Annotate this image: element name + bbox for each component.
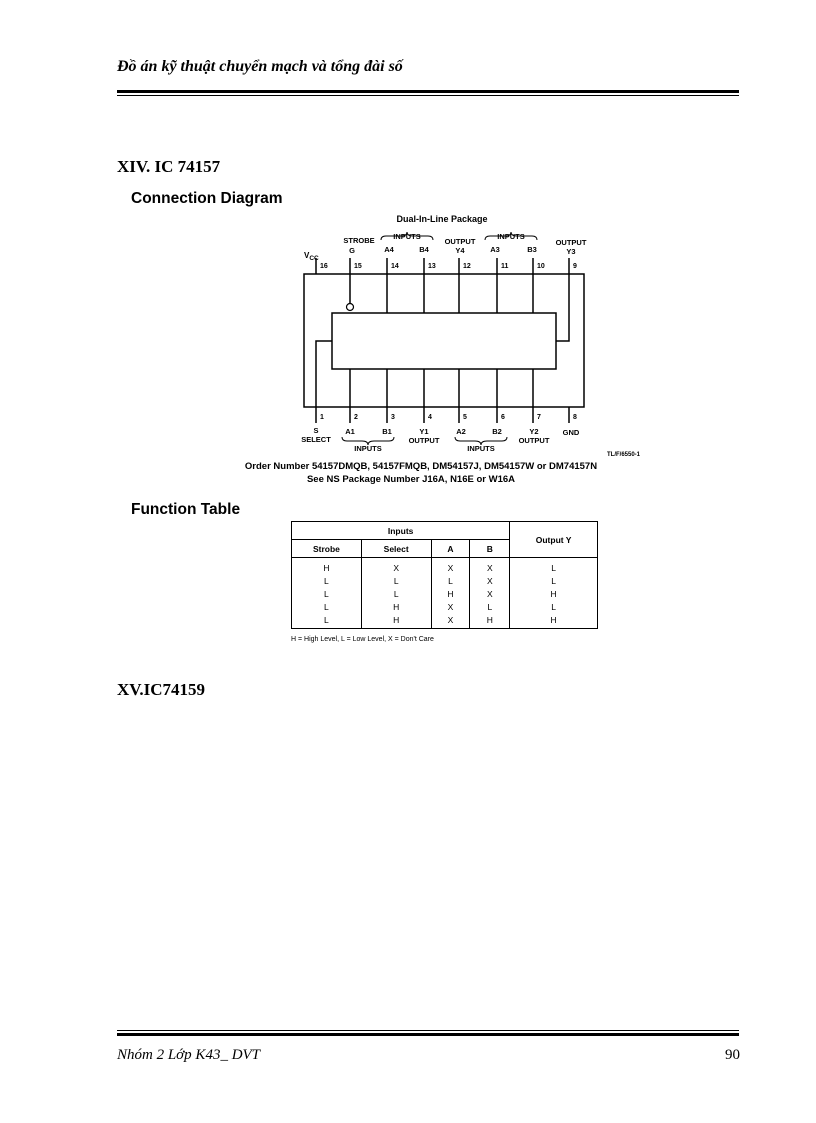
table-row: H X X X L: [292, 558, 598, 575]
pin-5-number: 5: [463, 414, 467, 421]
footer-rule: [117, 1033, 739, 1036]
pin-12-label-2: Y4: [455, 246, 465, 255]
pin-11-number: 11: [501, 263, 509, 270]
inputs-bottom-label-1: INPUTS: [354, 444, 382, 453]
package-label: Dual-In-Line Package: [396, 214, 488, 224]
column-header-a: A: [431, 540, 470, 558]
pin-16-label: $V_{CC}$: [304, 251, 319, 262]
figure-code: TL/F/6550-1: [607, 452, 641, 458]
output-header: Output Y: [510, 522, 598, 558]
footer-group-label: Nhóm 2 Lớp K43_ DVT: [117, 1047, 261, 1063]
pin-3-label: B1: [382, 427, 392, 436]
pin-9-number: 9: [573, 263, 577, 270]
pin-3-number: 3: [391, 414, 395, 421]
strobe-inversion-bubble: [347, 304, 354, 311]
pin-5-label: A2: [456, 427, 466, 436]
inputs-group-header: Inputs: [292, 522, 510, 540]
column-header-strobe: Strobe: [292, 540, 362, 558]
pin-10-number: 10: [537, 263, 545, 270]
pin-12-label-1: OUTPUT: [444, 237, 476, 246]
pin-1-number: 1: [320, 414, 324, 421]
pin-8-label: GND: [562, 428, 580, 437]
pin-14-number: 14: [391, 263, 399, 270]
pin-9-label-1: OUTPUT: [555, 238, 587, 247]
order-number-line: Order Number 54157DMQB, 54157FMQB, DM54157J, DM54157W or DM74157N: [244, 461, 598, 472]
package-number-line: See NS Package Number J16A, N16E or W16A: [306, 474, 516, 485]
pin-15-number: 15: [354, 263, 362, 270]
function-table: [291, 521, 598, 629]
connection-diagram: [0, 0, 816, 470]
pin-7-label-2: OUTPUT: [518, 436, 550, 445]
pin-6-number: 6: [501, 414, 505, 421]
pin-11-label: A3: [490, 245, 500, 254]
function-table-legend: H = High Level, L = Low Level, X = Don't Care: [291, 636, 434, 643]
pin-6-label: B2: [492, 427, 502, 436]
inputs-top-label-2: INPUTS: [497, 232, 525, 241]
pin-9-label-2: Y3: [566, 247, 576, 256]
table-row: L H X H H: [292, 613, 598, 629]
pin-15-label-2: G: [349, 246, 355, 255]
pin-1-label-1: S: [313, 426, 319, 435]
column-header-b: B: [470, 540, 510, 558]
footer-rule-thin: [117, 1030, 739, 1031]
table-row: L H X L L: [292, 600, 598, 613]
pin-2-label: A1: [345, 427, 355, 436]
pin-12-number: 12: [463, 263, 471, 270]
pin-10-label: B3: [527, 245, 537, 254]
pin-13-number: 13: [428, 263, 436, 270]
table-row: L L H X H: [292, 587, 598, 600]
table-row: L L L X L: [292, 574, 598, 587]
pin-4-label-2: OUTPUT: [408, 436, 440, 445]
package-outline: [304, 274, 584, 407]
pin-7-number: 7: [537, 414, 541, 421]
chip-body: [332, 313, 556, 369]
pin-13-label: B4: [419, 245, 429, 254]
pin-15-label-1: STROBE: [343, 236, 375, 245]
pin-14-label: A4: [384, 245, 394, 254]
pin-1-label-2: SELECT: [301, 435, 331, 444]
page-header-title: Đồ án kỹ thuật chuyển mạch và tổng đài số: [117, 58, 403, 75]
page-number: 90: [725, 1047, 740, 1063]
pin-7-label-1: Y2: [529, 427, 539, 436]
column-header-select: Select: [361, 540, 431, 558]
pin-2-number: 2: [354, 414, 358, 421]
pin-4-number: 4: [428, 414, 432, 421]
pin-4-label-1: Y1: [419, 427, 429, 436]
section-heading-xiv: XIV. IC 74157: [117, 157, 221, 176]
pin-8-number: 8: [573, 414, 577, 421]
pin-16-number: 16: [320, 263, 328, 270]
inputs-top-label-1: INPUTS: [393, 232, 421, 241]
inputs-bottom-label-2: INPUTS: [467, 444, 495, 453]
section-heading-xv: XV.IC74159: [117, 680, 206, 699]
connection-diagram-title: Connection Diagram: [131, 190, 283, 207]
function-table-title: Function Table: [131, 501, 241, 518]
